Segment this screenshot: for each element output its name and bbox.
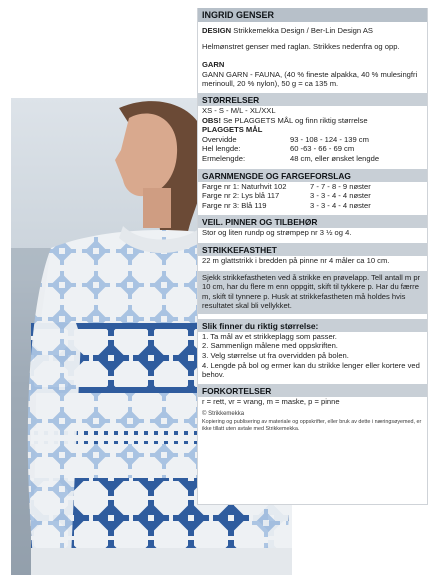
measure-row: Overvidde 93 - 108 - 124 - 139 cm <box>202 134 369 144</box>
pattern-title: INGRID GENSER <box>202 10 275 20</box>
design-label: DESIGN <box>202 26 232 35</box>
yarn-label: GARNMENGDE OG FARGEFORSLAG <box>202 170 351 181</box>
yarn-block <box>198 182 427 211</box>
copyright-block <box>198 411 427 432</box>
abbrev-bar <box>198 384 427 397</box>
gauge-block <box>198 256 427 266</box>
yarn-row: Farge nr 3: Blå 119 3 - 3 - 4 - 4 nøster <box>202 200 371 210</box>
abbrev-label: FORKORTELSER <box>202 385 272 396</box>
needles-text: Stor og liten rundp og strømpep nr 3 ½ og 4. <box>202 228 352 238</box>
howto-step: 1. Ta mål av et strikkeplagg som passer. <box>202 331 337 341</box>
title-bar <box>198 8 427 22</box>
needles-bar <box>198 215 427 228</box>
sizes-block <box>198 106 427 164</box>
garn-label: GARN <box>202 60 225 70</box>
abbrev-text: r = rett, vr = vrang, m = maske, p = pinne <box>202 396 340 406</box>
measures-label: PLAGGETS MÅL <box>202 125 263 135</box>
sizes-bar <box>198 93 427 106</box>
intro-text: Helmønstret genser med raglan. Strikkes nedenfra og opp. <box>202 41 400 51</box>
measure-row: Ermelengde: 48 cm, eller ønsket lengde <box>202 153 380 163</box>
measure-row: Hel lengde: 60 -63 - 66 - 69 cm <box>202 144 355 154</box>
sizes-list: XS - S - M/L - XL/XXL <box>202 105 276 115</box>
howto-label: Slik finner du riktig størrelse: <box>202 320 319 331</box>
design-block <box>198 22 427 89</box>
gauge-note: Sjekk strikkefastheten ved å strikke en prøvelapp. Tell antall m pr 10 cm, har du flere m enn oppgitt, skift til tykkere p. Har du færre m, skift til tynnere p. Husk at strikkefastheten må holdes hvis resultatet skal bli vellykket. <box>202 272 421 311</box>
needles-label: VEIL. PINNER OG TILBEHØR <box>202 217 318 228</box>
design-value: Strikkemekka Design / Ber-Lin Design AS <box>233 26 373 35</box>
pattern-panel <box>197 8 428 505</box>
gauge-note-box <box>198 271 427 314</box>
yarn-row: Farge nr 1: Naturhvit 102 7 - 7 - 8 - 9 nøster <box>202 181 371 191</box>
howto-step: 4. Lengde på bol og ermer kan du strikke lenger eller kortere ved behov. <box>202 360 420 380</box>
howto-step: 3. Velg størrelse ut fra overvidden på bolen. <box>202 351 349 361</box>
gauge-bar <box>198 243 427 256</box>
howto-block <box>198 332 427 380</box>
obs-text: Se PLAGGETS MÅL og finn riktig størrelse <box>223 115 368 125</box>
copyright-line: © Strikkemekka <box>202 411 245 418</box>
garn-text: GANN GARN - FAUNA, (40 % fineste alpakka, 40 % mulesingfri merinoull, 20 % nylon), 50 g = ca 135 m. <box>202 69 418 89</box>
needles-block <box>198 228 427 238</box>
howto-bar <box>198 319 427 332</box>
yarn-row: Farge nr 2: Lys blå 117 3 - 3 - 4 - 4 nøster <box>202 191 371 201</box>
abbrev-block <box>198 397 427 407</box>
gauge-text: 22 m glattstrikk i bredden på pinne nr 4 måler ca 10 cm. <box>202 255 390 265</box>
copyright-notice: Kopiering og publisering av materiale og oppskrifter, eller bruk av dette i næringsøyemed, er ikke tillatt uten avtale med Strikkemekka. <box>202 418 422 432</box>
howto-step: 2. Sammenlign målene med oppskriften. <box>202 341 338 351</box>
yarn-bar <box>198 169 427 182</box>
gauge-label: STRIKKEFASTHET <box>202 244 277 255</box>
obs-label: OBS! <box>202 115 221 125</box>
sizes-label: STØRRELSER <box>202 94 260 105</box>
